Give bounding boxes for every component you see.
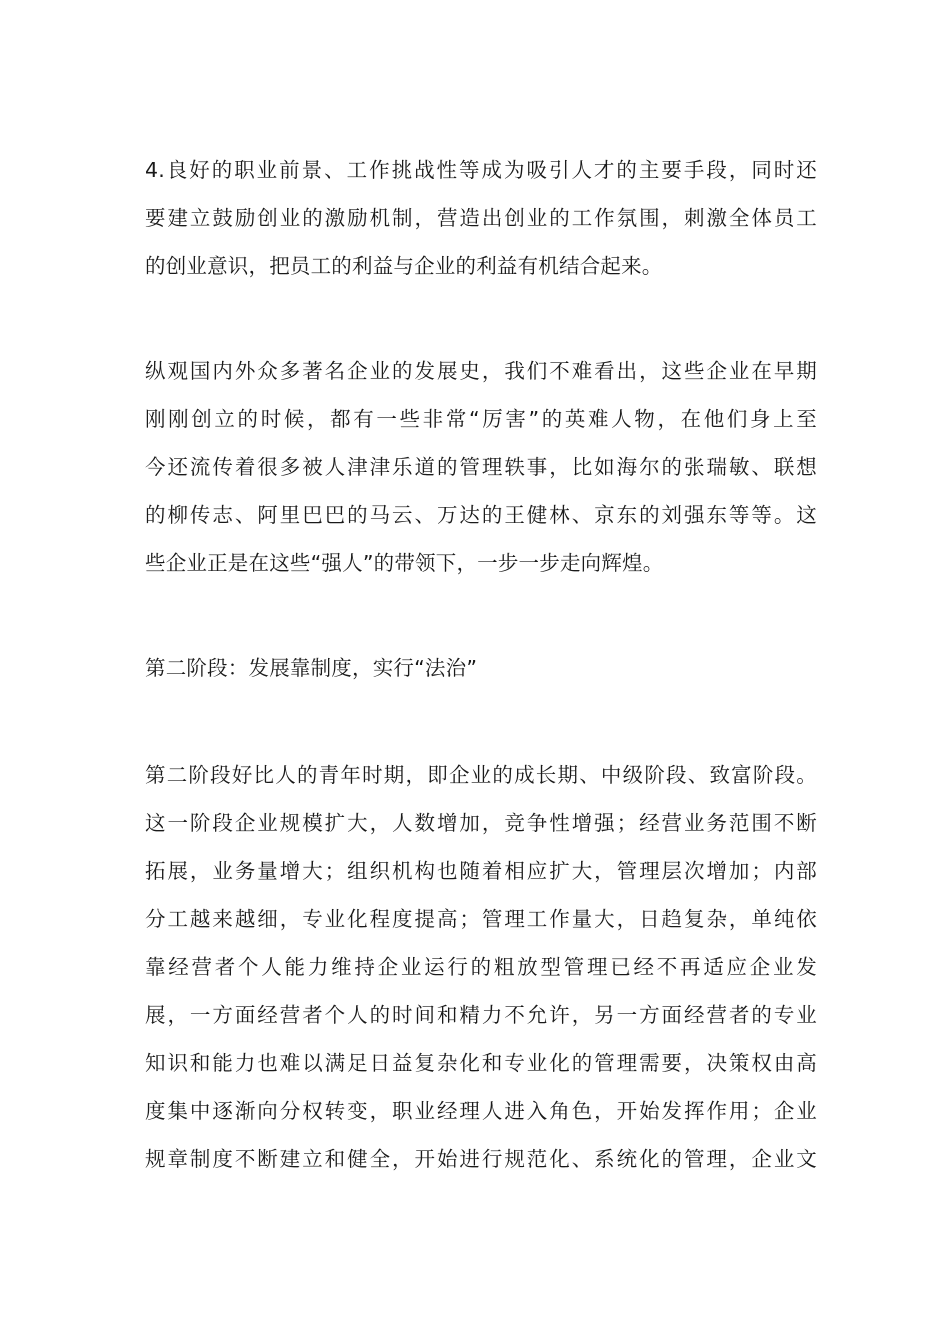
text-line: 知识和能力也难以满足日益复杂化和专业化的管理需要，决策权由高 (145, 1051, 817, 1075)
text-line: 纵观国内外众多著名企业的发展史，我们不难看出，这些企业在早期 (145, 359, 817, 383)
text-line: 的柳传志、阿里巴巴的马云、万达的王健林、京东的刘强东等等。这 (145, 503, 817, 527)
text-line: 刚刚创立的时候，都有一些非常“厉害”的英难人物，在他们身上至 (145, 407, 817, 431)
text-line: 要建立鼓励创业的激励机制，营造出创业的工作氛围，刺激全体员工 (145, 206, 817, 230)
text-line: 的创业意识，把员工的利益与企业的利益有机结合起来。 (145, 254, 663, 278)
paragraph-famous-enterprises (145, 347, 817, 587)
text-line: 第二阶段好比人的青年时期，即企业的成长期、中级阶段、致富阶段。 (145, 763, 817, 787)
text-line: 规章制度不断建立和健全，开始进行规范化、系统化的管理，企业文 (145, 1147, 817, 1171)
paragraph-talent-attraction (145, 146, 817, 290)
text-line: 靠经营者个人能力维持企业运行的粗放型管理已经不再适应企业发 (145, 955, 817, 979)
text-line: 第二阶段：发展靠制度，实行“法治” (145, 656, 478, 680)
text-line: 度集中逐渐向分权转变，职业经理人进入角色，开始发挥作用；企业 (145, 1099, 817, 1123)
paragraph-stage-two-description (145, 751, 817, 1183)
text-line: 这一阶段企业规模扩大，人数增加，竞争性增强；经营业务范围不断 (145, 811, 817, 835)
text-line: 些企业正是在这些“强人”的带领下，一步一步走向辉煌。 (145, 551, 664, 575)
section-heading-stage-two (145, 644, 817, 692)
text-line: 4.良好的职业前景、工作挑战性等成为吸引人才的主要手段，同时还 (145, 158, 817, 182)
text-line: 今还流传着很多被人津津乐道的管理轶事，比如海尔的张瑞敏、联想 (145, 455, 817, 479)
text-line: 拓展，业务量增大；组织机构也随着相应扩大，管理层次增加；内部 (145, 859, 817, 883)
text-line: 展，一方面经营者个人的时间和精力不允许，另一方面经营者的专业 (145, 1003, 817, 1027)
text-line: 分工越来越细，专业化程度提高；管理工作量大，日趋复杂，单纯依 (145, 907, 817, 931)
